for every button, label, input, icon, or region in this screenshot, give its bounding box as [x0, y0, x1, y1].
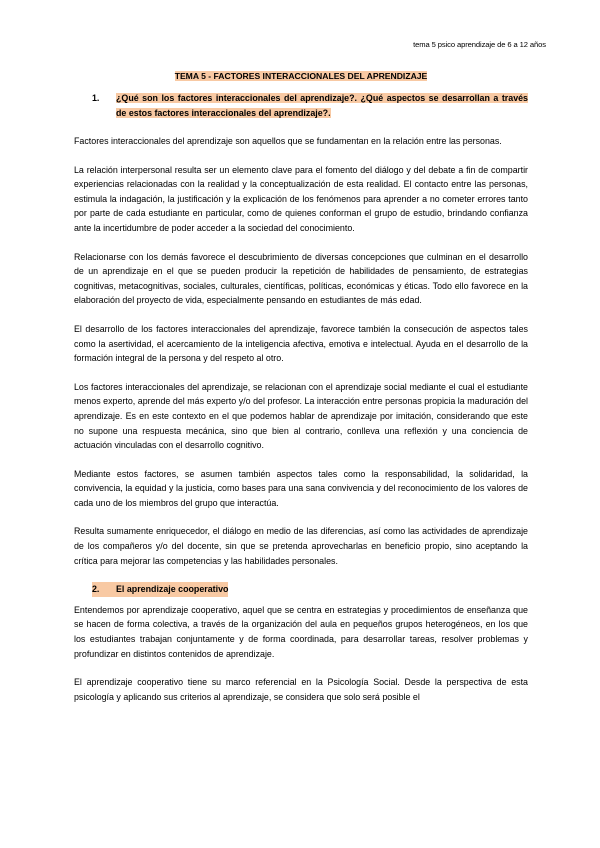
- section-2-heading-highlight: [92, 582, 228, 597]
- section-number: 2.: [92, 584, 100, 595]
- section-2-heading: [92, 582, 528, 597]
- question-text: [116, 91, 528, 120]
- paragraph-7: Resulta sumamente enriquecedor, el diálogo en medio de las diferencias, así como las actividades de aprendizaje de los compañeros y/o del docente, sin que se pretenda aprovecharlas en beneficio propio, sino aceptando la crítica para mejorar las competencias y las habilidades personales.: [74, 526, 528, 566]
- document-title: [74, 70, 528, 83]
- paragraph-2: La relación interpersonal resulta ser un elemento clave para el fomento del diálogo y del debate a fin de compartir experiencias relacionadas con la realidad y la conceptualización de esta realidad. El contacto entre las personas, estimula la indagación, la justificación y la explicación de los fenómenos para aprender a no cometer errores tanto por parte de cada estudiante en particular, como de quienes conforman el grupo de estudio, brindando confianza ante la incertidumbre de poder acceder a la sociedad del conocimiento.: [74, 164, 528, 233]
- paragraph-1: Factores interaccionales del aprendizaje son aquellos que se fundamentan en la relación entre las personas.: [74, 136, 502, 146]
- running-header: tema 5 psico aprendizaje de 6 a 12 años: [413, 40, 546, 49]
- paragraph-4: El desarrollo de los factores interaccionales del aprendizaje, favorece también la consecución de aspectos tales como la asertividad, el acercamiento de la inteligencia afectiva, emotiva e intelectual. Ayuda en el desarrollo de la formación integral de la persona y del respeto al otro.: [74, 323, 528, 364]
- question-number: 1.: [92, 93, 100, 103]
- paragraph-3: Relacionarse con los demás favorece el descubrimiento de diversas concepciones que culminan en el desarrollo de un aprendizaje en el que se pueden producir la repetición de habilidades de pensamiento, de estrategias cognitivas, metacognitivas, sociales, culturales, científicas, políticas, económicas y éticas. Todo ello favorece en la elaboración del proyecto de vida, especialmente pensando en estudiantes de más edad.: [74, 251, 528, 306]
- title-text: TEMA 5 - FACTORES INTERACCIONALES DEL APRENDIZAJE: [174, 71, 428, 81]
- section-title: El aprendizaje cooperativo: [116, 584, 229, 595]
- document-body: [74, 70, 528, 718]
- paragraph-5: Los factores interaccionales del aprendizaje, se relacionan con el aprendizaje social mediante el cual el estudiante menos experto, aprende del más experto y/o del profesor. La interacción entre personas propicia la maduración del aprendizaje. Es en este contexto en el que podemos hablar de aprendizaje por imitación, considerando que este no supone una respuesta mecánica, sino que bien al contrario, conlleva una reflexión y una conciencia de actuación vinculadas con el desarrollo cognitivo.: [74, 381, 528, 451]
- question-1: [92, 91, 528, 120]
- section-2-paragraph-2: El aprendizaje cooperativo tiene su marco referencial en la Psicología Social. Desde la perspectiva de esta psicología y aplicando sus criterios al aprendizaje, se considera que solo será posible el: [74, 677, 528, 702]
- section-2-paragraph-1: Entendemos por aprendizaje cooperativo, aquel que se centra en estrategias y procedimientos de enseñanza que se hacen de forma colectiva, a través de la organización del aula en pequeños grupos heterogéneos, en los que los estudiantes trabajan conjuntamente y de forma coordinada, para desarrollar tareas, resolver problemas y profundizar en distintos contenidos de aprendizaje.: [74, 604, 528, 659]
- paragraph-6: Mediante estos factores, se asumen también aspectos tales como la responsabilidad, la solidaridad, la convivencia, la equidad y la justicia, como bases para una sana convivencia y del reconocimiento de los valores de cada uno de los miembros del grupo que interactúa.: [74, 468, 528, 508]
- question-text-highlight: ¿Qué son los factores interaccionales del aprendizaje?. ¿Qué aspectos se desarrollan a través de estos factores interaccionales del aprendizaje?.: [116, 93, 528, 118]
